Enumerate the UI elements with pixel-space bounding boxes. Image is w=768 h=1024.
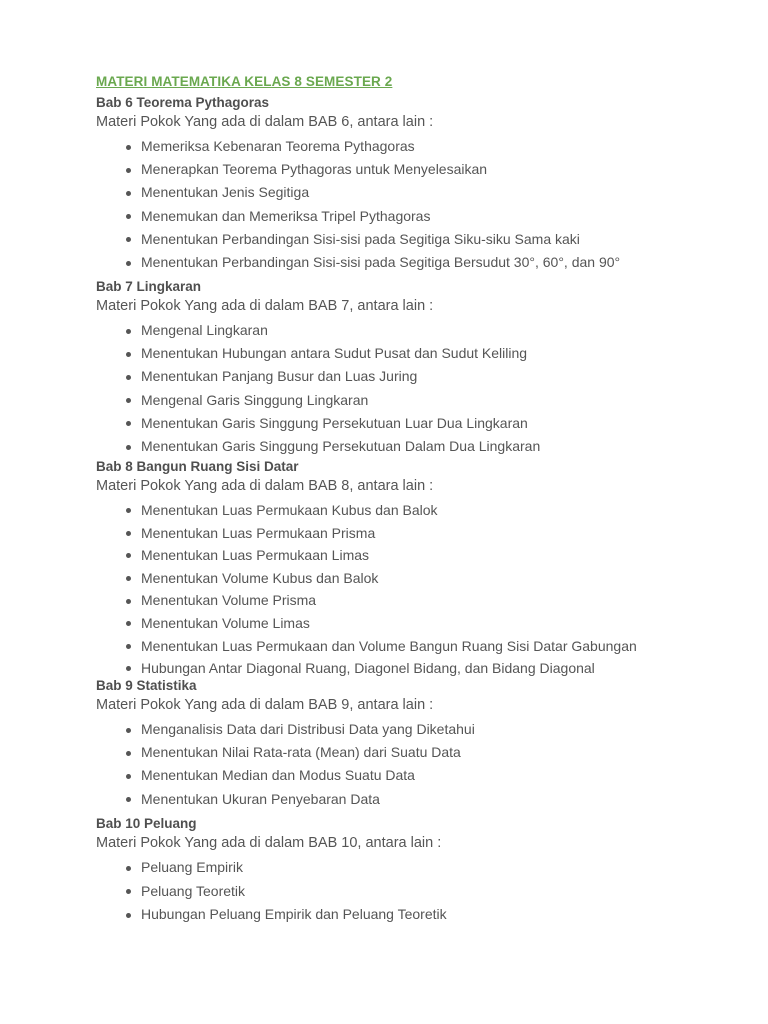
topic-list: [96, 319, 736, 458]
bullet-icon: [126, 445, 131, 450]
bullet-icon: [126, 398, 131, 403]
bullet-icon: [126, 666, 131, 671]
list-item: [124, 903, 736, 927]
list-item-text: Menerapkan Teorema Pythagoras untuk Menyelesaikan: [141, 161, 488, 178]
chapter-intro: Materi Pokok Yang ada di dalam BAB 8, antara lain :: [96, 478, 434, 494]
bullet-icon: [126, 751, 131, 756]
bullet-icon: [126, 797, 131, 802]
chapter-intro: Materi Pokok Yang ada di dalam BAB 6, antara lain :: [96, 114, 434, 130]
list-item: [124, 158, 736, 181]
bullet-icon: [126, 168, 131, 173]
list-item: [124, 251, 736, 274]
bullet-icon: [126, 352, 131, 357]
bullet-icon: [126, 375, 131, 380]
list-item-text: Menentukan Volume Prisma: [141, 592, 317, 609]
list-item-text: Mengenal Lingkaran: [141, 322, 268, 338]
bullet-icon: [126, 261, 131, 266]
list-item-text: Memeriksa Kebenaran Teorema Pythagoras: [141, 138, 415, 154]
list-item-text: Menentukan Median dan Modus Suatu Data: [141, 767, 415, 784]
list-item: [124, 880, 736, 904]
bullet-icon: [126, 599, 131, 604]
list-item: [124, 522, 736, 545]
chapter-section-6: [96, 94, 736, 274]
chapter-section-7: [96, 278, 736, 458]
list-item-text: Menentukan Panjang Busur dan Luas Juring: [141, 368, 418, 385]
list-item: [124, 635, 736, 658]
document-title: MATERI MATEMATIKA KELAS 8 SEMESTER 2: [96, 74, 393, 89]
list-item-text: Peluang Empirik: [141, 859, 243, 875]
bullet-icon: [126, 913, 131, 918]
bullet-icon: [126, 553, 131, 558]
list-item: [124, 342, 736, 365]
list-item-text: Menentukan Volume Limas: [141, 614, 310, 631]
list-item: [124, 319, 736, 342]
topic-list: [96, 856, 736, 927]
list-item: [124, 499, 736, 522]
bullet-icon: [126, 214, 131, 219]
list-item-text: Menentukan Luas Permukaan Kubus dan Balok: [141, 502, 438, 518]
list-item-text: Menentukan Perbandingan Sisi-sisi pada Segitiga Siku-siku Sama kaki: [141, 230, 580, 247]
list-item-text: Menentukan Nilai Rata-rata (Mean) dari Suatu Data: [141, 744, 461, 761]
list-item: [124, 741, 736, 764]
list-item: [124, 612, 736, 635]
list-item: [124, 788, 736, 811]
list-item: [124, 544, 736, 567]
topic-list: [96, 718, 736, 811]
list-item-text: Menentukan Luas Permukaan Limas: [141, 547, 370, 564]
list-item: [124, 435, 736, 458]
list-item-text: Mengenal Garis Singgung Lingkaran: [141, 391, 369, 408]
list-item: [124, 181, 736, 204]
list-item: [124, 764, 736, 787]
list-item-text: Menentukan Garis Singgung Persekutuan Dalam Dua Lingkaran: [141, 438, 541, 455]
list-item: [124, 389, 736, 412]
list-item-text: Hubungan Peluang Empirik dan Peluang Teoretik: [141, 906, 447, 922]
bullet-icon: [126, 191, 131, 196]
list-item-text: Menentukan Garis Singgung Persekutuan Luar Dua Lingkaran: [141, 414, 528, 431]
list-item: [124, 228, 736, 251]
list-item-text: Menentukan Hubungan antara Sudut Pusat dan Sudut Keliling: [141, 345, 528, 362]
topic-list: [96, 499, 736, 680]
list-item-text: Menentukan Jenis Segitiga: [141, 184, 310, 201]
chapter-section-8: [96, 458, 736, 680]
list-item: [124, 567, 736, 590]
list-item: [124, 365, 736, 388]
list-item-text: Menentukan Ukuran Penyebaran Data: [141, 790, 380, 807]
list-item: [124, 412, 736, 435]
bullet-icon: [126, 531, 131, 536]
chapter-section-9: [96, 677, 736, 811]
chapter-heading: Bab 10 Peluang: [96, 816, 197, 831]
list-item: [124, 718, 736, 741]
bullet-icon: [126, 508, 131, 513]
list-item: [124, 856, 736, 880]
list-item-text: Menentukan Perbandingan Sisi-sisi pada Segitiga Bersudut 30°, 60°, dan 90°: [141, 254, 621, 271]
chapter-intro: Materi Pokok Yang ada di dalam BAB 9, antara lain :: [96, 697, 434, 713]
chapter-intro: Materi Pokok Yang ada di dalam BAB 10, antara lain :: [96, 835, 442, 851]
chapter-heading: Bab 7 Lingkaran: [96, 279, 202, 294]
chapter-heading: Bab 6 Teorema Pythagoras: [96, 95, 270, 110]
list-item: [124, 589, 736, 612]
topic-list: [96, 135, 736, 274]
bullet-icon: [126, 644, 131, 649]
bullet-icon: [126, 329, 131, 334]
chapter-heading: Bab 8 Bangun Ruang Sisi Datar: [96, 459, 299, 474]
bullet-icon: [126, 421, 131, 426]
chapter-intro: Materi Pokok Yang ada di dalam BAB 7, antara lain :: [96, 298, 434, 314]
list-item-text: Menentukan Volume Kubus dan Balok: [141, 569, 379, 586]
list-item-text: Menganalisis Data dari Distribusi Data yang Diketahui: [141, 721, 475, 737]
bullet-icon: [126, 728, 131, 733]
bullet-icon: [126, 866, 131, 871]
bullet-icon: [126, 145, 131, 150]
bullet-icon: [126, 576, 131, 581]
list-item: [124, 135, 736, 158]
bullet-icon: [126, 889, 131, 894]
bullet-icon: [126, 237, 131, 242]
bullet-icon: [126, 774, 131, 779]
chapter-heading: Bab 9 Statistika: [96, 678, 197, 693]
list-item-text: Menentukan Luas Permukaan dan Volume Bangun Ruang Sisi Datar Gabungan: [141, 637, 637, 654]
list-item-text: Menentukan Luas Permukaan Prisma: [141, 524, 376, 541]
chapter-section-10: [96, 815, 736, 927]
list-item-text: Menemukan dan Memeriksa Tripel Pythagoras: [141, 207, 431, 224]
bullet-icon: [126, 621, 131, 626]
list-item-text: Hubungan Antar Diagonal Ruang, Diagonel Bidang, dan Bidang Diagonal: [141, 660, 595, 677]
list-item: [124, 205, 736, 228]
list-item-text: Peluang Teoretik: [141, 882, 246, 899]
